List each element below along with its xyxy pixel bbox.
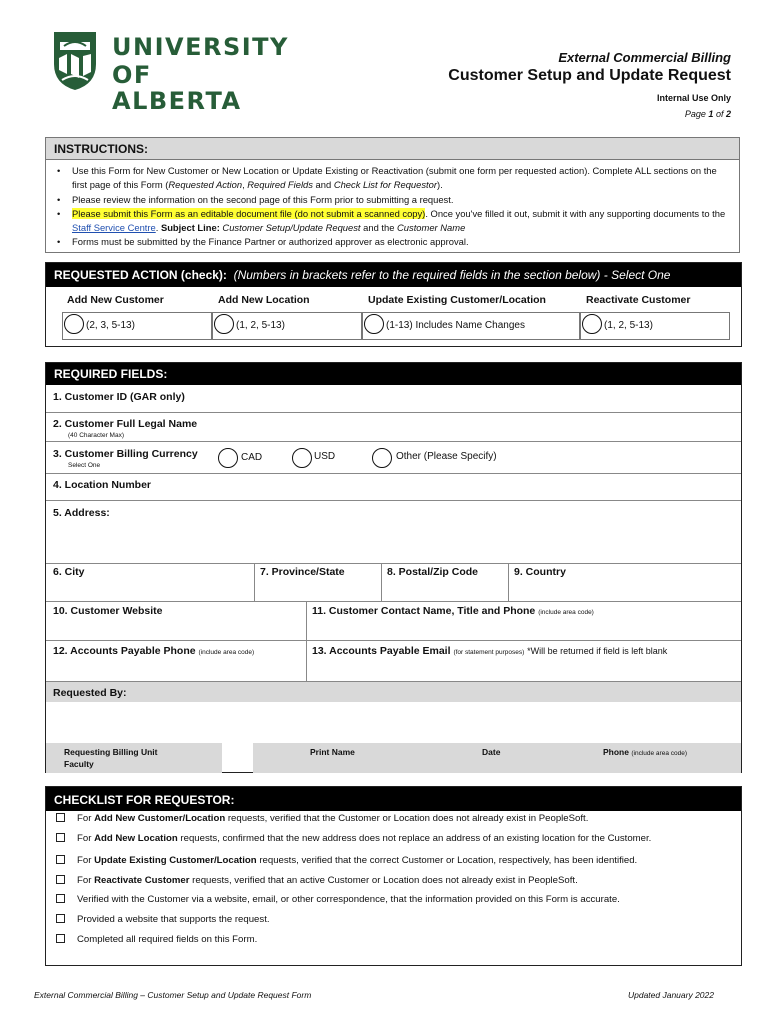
option-label-add-new-location: Add New Location bbox=[218, 294, 310, 306]
instructions-heading: INSTRUCTIONS: bbox=[46, 138, 739, 160]
field-customer-legal-name: 2. Customer Full Legal Name bbox=[53, 418, 198, 430]
sig-date: Date bbox=[482, 747, 501, 757]
required-fields-heading: REQUIRED FIELDS: bbox=[46, 363, 741, 385]
field-postal-code: 8. Postal/Zip Code bbox=[387, 566, 479, 578]
checklist-item: For Add New Location requests, confirmed that the new address does not replace an address of an existing location for the Customer. bbox=[56, 833, 651, 844]
checklist-item: Provided a website that supports the request. bbox=[56, 914, 270, 925]
field-ap-phone: 12. Accounts Payable Phone (include area code) bbox=[53, 645, 255, 657]
internal-use-label: Internal Use Only bbox=[656, 93, 731, 103]
add-new-customer-radio[interactable] bbox=[64, 314, 84, 334]
checklist-checkbox[interactable] bbox=[56, 934, 65, 943]
update-existing-radio[interactable] bbox=[364, 314, 384, 334]
field-currency-note: Select One bbox=[68, 462, 101, 469]
requested-action-section bbox=[45, 262, 742, 347]
highlighted-text: Please submit this Form as an editable document file (do not submit a scanned copy) bbox=[72, 207, 426, 219]
sig-phone: Phone (include area code) bbox=[603, 747, 688, 757]
add-new-location-radio[interactable] bbox=[214, 314, 234, 334]
footer-form-name: External Commercial Billing – Customer Setup and Update Request Form bbox=[34, 990, 312, 1000]
instruction-item: • Please submit this Form as an editable document file (do not submit a scanned copy). Once you've filled it out, submit it with any supporting documents to the Staff Service Centre. Subject Line: Customer Setup/Update Request and the Customer Name bbox=[54, 207, 731, 236]
required-fields-section bbox=[45, 362, 742, 773]
checklist-section bbox=[45, 786, 742, 966]
instruction-item: • Forms must be submitted by the Finance Partner or authorized approver as electronic approval. bbox=[54, 235, 731, 249]
checklist-checkbox[interactable] bbox=[56, 875, 65, 884]
field-address: 5. Address: bbox=[53, 507, 110, 519]
option-fields-update-existing: (1-13) Includes Name Changes bbox=[386, 320, 525, 331]
currency-other-radio[interactable] bbox=[372, 448, 392, 468]
page-number: 1 bbox=[708, 109, 714, 119]
currency-cad-label: CAD bbox=[241, 452, 263, 463]
form-title: Customer Setup and Update Request bbox=[448, 67, 731, 84]
option-label-reactivate: Reactivate Customer bbox=[586, 294, 691, 306]
reactivate-customer-radio[interactable] bbox=[582, 314, 602, 334]
checklist-item: Verified with the Customer via a website, email, or other correspondence, that the information provided on this Form is accurate. bbox=[56, 894, 620, 905]
option-box-add-new-location bbox=[212, 312, 362, 340]
field-contact-name: 11. Customer Contact Name, Title and Phone (include area code) bbox=[312, 605, 594, 617]
checklist-checkbox[interactable] bbox=[56, 813, 65, 822]
checklist-heading: CHECKLIST FOR REQUESTOR: bbox=[46, 787, 741, 811]
sig-print-name: Print Name bbox=[310, 747, 355, 757]
footer-updated-date: Updated January 2022 bbox=[627, 990, 714, 1000]
option-fields-add-new-customer: (2, 3, 5-13) bbox=[86, 320, 135, 331]
logo-line-2: OF ALBERTA bbox=[112, 61, 242, 115]
checklist-item: Completed all required fields on this Form. bbox=[56, 934, 257, 945]
sig-billing-unit: Requesting Billing Unit Faculty bbox=[64, 747, 158, 769]
currency-usd-radio[interactable] bbox=[292, 448, 312, 468]
field-legal-name-note: (40 Character Max) bbox=[68, 432, 124, 439]
instruction-item: • Please review the information on the second page of this Form prior to submitting a request. bbox=[54, 193, 731, 207]
page-of: of bbox=[715, 109, 724, 119]
field-province-state: 7. Province/State bbox=[260, 566, 345, 578]
page-indicator bbox=[685, 109, 731, 119]
field-billing-currency: 3. Customer Billing Currency bbox=[53, 448, 198, 460]
option-box-reactivate bbox=[580, 312, 730, 340]
checklist-item: For Add New Customer/Location requests, verified that the Customer or Location does not already exist in PeopleSoft. bbox=[56, 813, 588, 824]
requested-by-label: Requested By: bbox=[53, 687, 127, 699]
checklist-item: For Update Existing Customer/Location requests, verified that the correct Customer or Location, respectively, has been identified. bbox=[56, 855, 637, 866]
checklist-checkbox[interactable] bbox=[56, 833, 65, 842]
checklist-item: For Reactivate Customer requests, verified that an active Customer or Location does not already exist in PeopleSoft. bbox=[56, 875, 578, 886]
field-city: 6. City bbox=[53, 566, 85, 578]
instructions-list bbox=[46, 160, 739, 250]
instruction-item: • Use this Form for New Customer or New Location or Update Existing or Reactivation (submit one form per requested action). Complete ALL sections on the first page of this Form (Requested Action, Required Fields and Check List for Requestor). bbox=[54, 164, 731, 193]
page-prefix: Page bbox=[684, 109, 706, 119]
university-logo bbox=[50, 28, 290, 115]
field-customer-website: 10. Customer Website bbox=[53, 605, 163, 617]
field-country: 9. Country bbox=[514, 566, 566, 578]
option-label-add-new-customer: Add New Customer bbox=[67, 294, 164, 306]
department-name: External Commercial Billing bbox=[558, 50, 731, 65]
option-fields-reactivate: (1, 2, 5-13) bbox=[604, 320, 653, 331]
field-location-number: 4. Location Number bbox=[53, 479, 152, 491]
checklist-checkbox[interactable] bbox=[56, 855, 65, 864]
page-total: 2 bbox=[725, 109, 731, 119]
staff-service-centre-link[interactable]: Staff Service Centre bbox=[72, 222, 156, 234]
checklist-checkbox[interactable] bbox=[56, 914, 65, 923]
currency-usd-label: USD bbox=[314, 451, 336, 462]
option-box-add-new-customer bbox=[62, 312, 212, 340]
currency-cad-radio[interactable] bbox=[218, 448, 238, 468]
option-fields-add-new-location: (1, 2, 5-13) bbox=[236, 320, 285, 331]
field-ap-email: 13. Accounts Payable Email (for statement purposes) *Will be returned if field is left blank bbox=[312, 645, 668, 657]
option-label-update-existing: Update Existing Customer/Location bbox=[368, 294, 546, 306]
shield-crest-icon bbox=[50, 28, 100, 92]
requested-action-heading: REQUESTED ACTION (check): (Numbers in brackets refer to the required fields in the section below) - Select One bbox=[46, 263, 741, 287]
instructions-section bbox=[45, 137, 740, 253]
requested-by-band bbox=[46, 682, 741, 702]
logo-line-1: UNIVERSITY bbox=[112, 33, 289, 61]
checklist-checkbox[interactable] bbox=[56, 894, 65, 903]
currency-other-label: Other (Please Specify) bbox=[396, 451, 497, 462]
field-customer-id: 1. Customer ID (GAR only) bbox=[53, 391, 185, 403]
